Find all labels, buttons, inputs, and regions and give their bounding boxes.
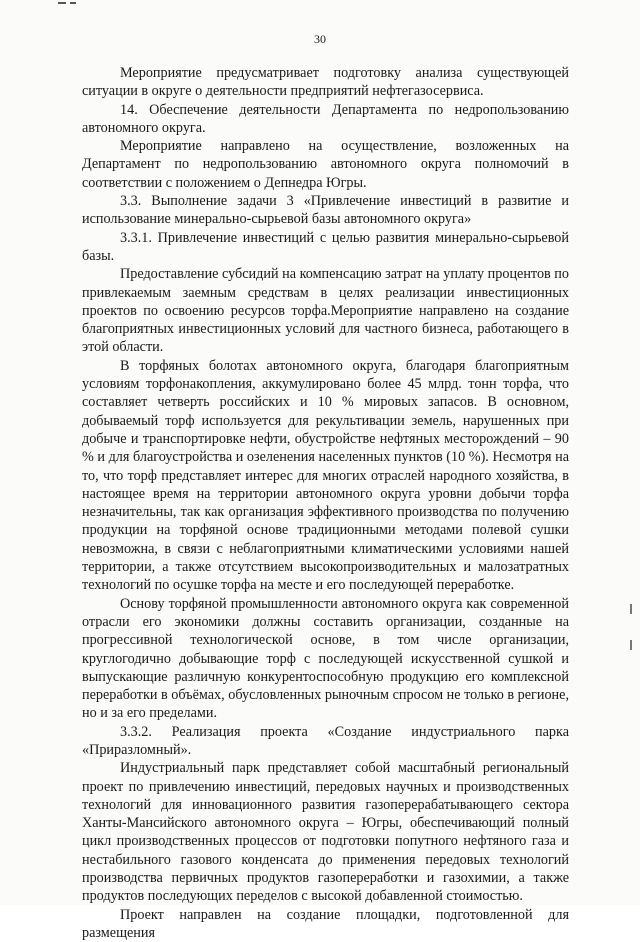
paragraph: 3.3.1. Привлечение инвестиций с целью развития минерально-сырьевой базы.	[82, 229, 569, 264]
scan-artifact	[630, 640, 632, 650]
paragraph: Мероприятие предусматривает подготовку анализа существующей ситуации в округе о деятельности предприятий нефтегазосервиса.	[82, 65, 569, 100]
page-number: 30	[314, 32, 326, 46]
scan-artifact	[58, 2, 66, 4]
paragraph: Индустриальный парк представляет собой масштабный региональный проект по привлечению инвестиций, передовых научных и производственных технологий для инновационного развития газоперерабатывающего сектора Ханты-Мансийского автономного округа – Югры, обеспечивающий полный цикл производственных процессов от подготовки попутного нефтяного газа и нестабильного газового конденсата до применения передовых технологий производства первичных продуктов газопереработки и газохимии, а также продуктов последующих переделов с высокой добавленной стоимостью.	[82, 760, 569, 905]
scan-artifact	[70, 2, 76, 4]
paragraph: Предоставление субсидий на компенсацию затрат на уплату процентов по привлекаемым заемным средствам в целях реализации инвестиционных проектов по освоению ресурсов торфа.Мероприятие направлено на создание благоприятных инвестиционных условий для частного бизнеса, работающего в этой области.	[82, 266, 569, 356]
paragraph: 3.3.2. Реализация проекта «Создание индустриального парка «Приразломный».	[82, 723, 569, 758]
paragraph: Основу торфяной промышленности автономного округа как современной отрасли его экономики должны составить организации, созданные на прогрессивной технологической основе, в том числе организации, круглогодично добывающие торф с последующей искусственной сушкой и выпускающие различную конкурентоспособную продукцию его комплексной переработки в объёмах, обусловленных рыночным спросом не только в регионе, но и за его пределами.	[82, 595, 569, 722]
paragraph: 3.3. Выполнение задачи 3 «Привлечение инвестиций в развитие и использование минерально-сырьевой базы автономного округа»	[82, 193, 569, 228]
paragraph: 14. Обеспечение деятельности Департамента по недропользованию автономного округа.	[82, 101, 569, 136]
document-body	[82, 64, 569, 942]
paragraph: Мероприятие направлено на осуществление, возложенных на Департамент по недропользованию автономного округа полномочий в соответствии с положением о Депнедра Югры.	[82, 138, 569, 191]
paragraph: В торфяных болотах автономного округа, благодаря благоприятным условиям торфонакопления, аккумулировано более 45 млрд. тонн торфа, что составляет четверть российских и 10 % мировых запасов. В основном, добываемый торф используется для рекультивации земель, нарушенных при добыче и транспортировке нефти, обустройстве нефтяных месторождений – 90 % и для благоустройства и озеленения населенных пунктов (10 %). Несмотря на то, что торф представляет интерес для многих отраслей народного хозяйства, в настоящее время на территории автономного округа уровни добычи торфа незначительны, так как организация эффективного производства по получению продукции на торфяной основе традиционными методами полевой сушки невозможна, в связи с неблагоприятными климатическими условиями нашей территории, а также отсутствием высокопроизводительных и малозатратных технологий по осушке торфа на месте и его последующей переработке.	[82, 357, 569, 594]
scan-artifact	[630, 604, 632, 614]
paragraph: Проект направлен на создание площадки, подготовленной для размещения	[82, 906, 569, 941]
